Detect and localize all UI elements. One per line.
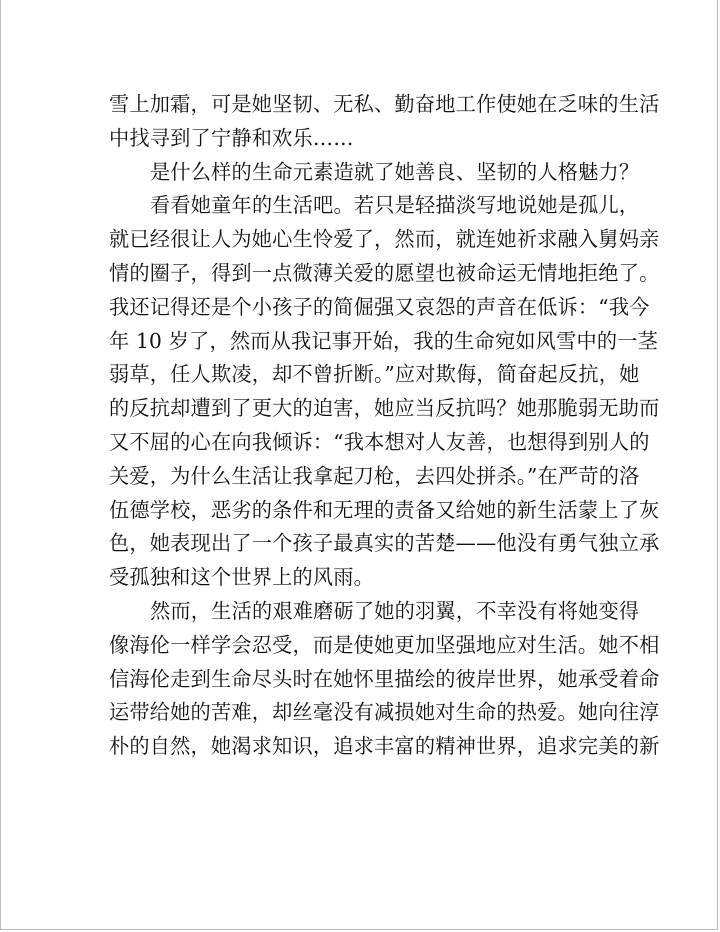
text-line: 又不屈的心在向我倾诉：“我本想对人友善，也想得到别人的 (109, 429, 650, 454)
text-line: 是什么样的生命元素造就了她善良、坚韧的人格魅力？ (150, 159, 640, 184)
text-line: 的反抗却遭到了更大的迫害，她应当反抗吗？她那脆弱无助而 (109, 396, 660, 421)
text-line: 关爱，为什么生活让我拿起刀枪，去四处拼杀。”在严苛的洛 (109, 463, 640, 488)
text-line: 我还记得还是个小孩子的简倔强又哀怨的声音在低诉：“我今 (109, 294, 650, 319)
text-line: 受孤独和这个世界上的风雨。 (109, 565, 375, 590)
text-line: 雪上加霜，可是她坚韧、无私、勤奋地工作使她在乏味的生活 (109, 92, 660, 116)
text-line: 色，她表现出了一个孩子最真实的苦楚——他没有勇气独立承 (109, 531, 660, 556)
text-line: 年 10 岁了，然而从我记事开始，我的生命宛如风雪中的一茎 (109, 328, 659, 353)
body-text (109, 88, 660, 764)
text-line: 看看她童年的生活吧。若只是轻描淡写地说她是孤儿， (150, 193, 640, 218)
text-line: 情的圈子，得到一点微薄关爱的愿望也被命运无情地拒绝了。 (109, 260, 660, 285)
text-line: 运带给她的苦难，却丝毫没有减损她对生命的热爱。她向往淳 (109, 700, 660, 725)
text-line: 中找寻到了宁静和欢乐…… (109, 125, 354, 150)
text-line: 像海伦一样学会忍受，而是使她更加坚强地应对生活。她不相 (109, 632, 660, 657)
text-line: 就已经很让人为她心生怜爱了，然而，就连她祈求融入舅妈亲 (109, 227, 660, 252)
text-line: 信海伦走到生命尽头时在她怀里描绘的彼岸世界，她承受着命 (109, 666, 660, 691)
text-line: 然而，生活的艰难磨砺了她的羽翼，不幸没有将她变得 (150, 598, 640, 623)
text-line: 弱草，任人欺凌，却不曾折断。”应对欺侮，简奋起反抗，她 (109, 362, 640, 387)
text-line: 朴的自然，她渴求知识，追求丰富的精神世界，追求完美的新 (109, 734, 660, 759)
text-line: 伍德学校，恶劣的条件和无理的责备又给她的新生活蒙上了灰 (109, 497, 660, 522)
